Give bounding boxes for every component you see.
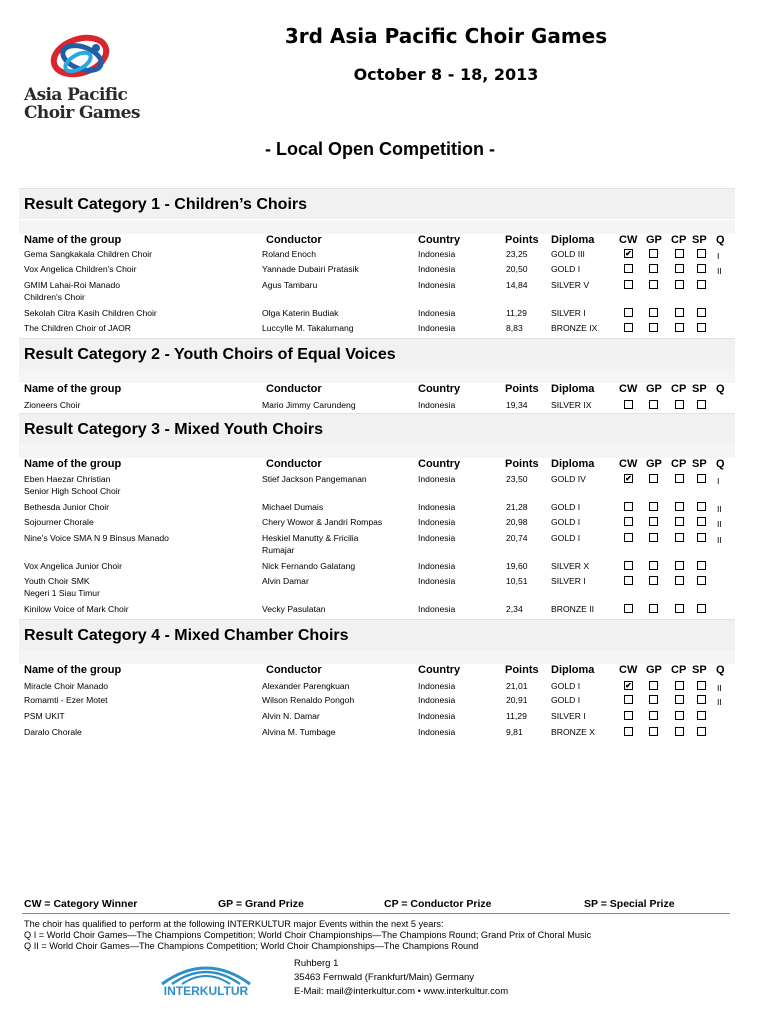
column-header-conductor: Conductor: [266, 383, 322, 395]
column-header-cw: CW: [619, 234, 638, 246]
checkbox-cp: [675, 533, 684, 542]
qualification-q1: Q I = World Choir Games—The Champions Competition; World Choir Championships—The Champions Round; Grand Prix of Choral Music: [24, 930, 592, 940]
points: 11,29: [506, 308, 527, 318]
checkbox-cp: [675, 695, 684, 704]
checkbox-sp: [697, 474, 706, 483]
country: Indonesia: [418, 502, 456, 512]
conductor-name: Luccylle M. Takalumang: [262, 323, 354, 333]
address-line3: E-Mail: mail@interkultur.com • www.interkultur.com: [294, 986, 509, 997]
checkbox-gp: [649, 280, 658, 289]
choir-name-line2: Negeri 1 Siau Timur: [24, 588, 100, 598]
conductor-name: Stief Jackson Pangemanan: [262, 474, 367, 484]
column-header-country: Country: [418, 458, 461, 470]
conductor-name: Alexander Parengkuan: [262, 681, 350, 691]
points: 21,28: [506, 502, 528, 512]
address-line1: Ruhberg 1: [294, 958, 339, 969]
conductor-name-line2: Rumajar: [262, 545, 295, 555]
diploma: BRONZE II: [551, 604, 594, 614]
checkbox-gp: [649, 400, 658, 409]
column-header-name: Name of the group: [24, 664, 122, 676]
choir-name: Miracle Choir Manado: [24, 681, 109, 691]
category-header: [19, 619, 735, 650]
checkbox-sp: [697, 695, 706, 704]
diploma: GOLD I: [551, 533, 581, 543]
points: 11,29: [506, 711, 527, 721]
country: Indonesia: [418, 576, 456, 586]
conductor-name: Agus Tambaru: [262, 280, 318, 290]
diploma: GOLD I: [551, 695, 581, 705]
points: 23,50: [506, 474, 528, 484]
checkbox-cp: [675, 711, 684, 720]
event-dates: October 8 - 18, 2013: [353, 65, 539, 84]
checkbox-cp: [675, 264, 684, 273]
checkbox-sp: [697, 576, 706, 585]
column-header-diploma: Diploma: [551, 383, 595, 395]
conductor-name: Alvin N. Damar: [262, 711, 320, 721]
column-header-row: [0, 458, 768, 472]
qualification-mark: II: [717, 683, 722, 693]
conductor-name: Alvina M. Tumbage: [262, 727, 336, 737]
conductor-name: Chery Wowor & Jandri Rompas: [262, 517, 383, 527]
diploma: SILVER IX: [551, 400, 592, 410]
checkbox-cp: [675, 576, 684, 585]
choir-name: Sojourner Chorale: [24, 517, 94, 527]
checkbox-cp: [675, 517, 684, 526]
column-header-q: Q: [716, 664, 725, 676]
qualification-mark: I: [717, 476, 720, 486]
country: Indonesia: [418, 681, 456, 691]
points: 23,25: [506, 249, 528, 259]
conductor-name: Mario Jimmy Carundeng: [262, 400, 356, 410]
column-header-name: Name of the group: [24, 458, 122, 470]
checkbox-sp: [697, 249, 706, 258]
checkbox-gp: [649, 517, 658, 526]
category-band: [19, 650, 735, 664]
legend-cw: CW = Category Winner: [24, 898, 138, 910]
column-header-sp: SP: [692, 664, 707, 676]
checkbox-cw: [624, 264, 633, 273]
diploma: GOLD I: [551, 502, 581, 512]
diploma: SILVER V: [551, 280, 590, 290]
checkbox-cw: [624, 533, 633, 542]
points: 8,83: [506, 323, 523, 333]
diploma: SILVER I: [551, 308, 586, 318]
checkbox-cw: [624, 561, 633, 570]
column-header-diploma: Diploma: [551, 234, 595, 246]
checkbox-gp: [649, 695, 658, 704]
country: Indonesia: [418, 533, 456, 543]
checkbox-gp: [649, 681, 658, 690]
checkbox-gp: [649, 264, 658, 273]
checkbox-gp: [649, 323, 658, 332]
diploma: BRONZE IX: [551, 323, 598, 333]
choir-name: Vox Angelica Junior Choir: [24, 561, 122, 571]
qualification-mark: II: [717, 519, 722, 529]
column-header-points: Points: [505, 664, 539, 676]
column-header-sp: SP: [692, 458, 707, 470]
column-header-q: Q: [716, 234, 725, 246]
choir-name: Vox Angelica Children's Choir: [24, 264, 137, 274]
checkbox-gp: [649, 711, 658, 720]
checkbox-cp: [675, 308, 684, 317]
checkbox-cw: [624, 711, 633, 720]
column-header-name: Name of the group: [24, 234, 122, 246]
choir-name-line2: Children's Choir: [24, 292, 85, 302]
points: 10,51: [506, 576, 528, 586]
column-header-country: Country: [418, 234, 461, 246]
column-header-country: Country: [418, 383, 461, 395]
country: Indonesia: [418, 727, 456, 737]
diploma: BRONZE X: [551, 727, 595, 737]
checkbox-sp: [697, 517, 706, 526]
conductor-name: Nick Fernando Galatang: [262, 561, 356, 571]
checkbox-sp: [697, 727, 706, 736]
points: 20,74: [506, 533, 528, 543]
column-header-gp: GP: [646, 383, 662, 395]
points: 20,98: [506, 517, 528, 527]
column-header-row: [0, 383, 768, 397]
checkbox-sp: [697, 400, 706, 409]
choir-name: Gema Sangkakala Children Choir: [24, 249, 153, 259]
page-title: 3rd Asia Pacific Choir Games: [284, 24, 608, 48]
qualification-mark: II: [717, 504, 722, 514]
checkbox-cp: [675, 604, 684, 613]
diploma: GOLD I: [551, 264, 581, 274]
conductor-name: Wilson Renaldo Pongoh: [262, 695, 355, 705]
checkbox-cw: [624, 727, 633, 736]
checkbox-sp: [697, 502, 706, 511]
checkbox-sp: [697, 681, 706, 690]
column-header-cw: CW: [619, 383, 638, 395]
column-header-gp: GP: [646, 234, 662, 246]
legend-gp: GP = Grand Prize: [218, 898, 304, 910]
checkbox-gp: [649, 308, 658, 317]
checkbox-sp: [697, 561, 706, 570]
column-header-cw: CW: [619, 664, 638, 676]
interkultur-logo: [150, 958, 262, 998]
category-header: [19, 188, 735, 219]
country: Indonesia: [418, 280, 456, 290]
country: Indonesia: [418, 323, 456, 333]
checkbox-cp: [675, 727, 684, 736]
points: 9,81: [506, 727, 523, 737]
checkbox-sp: [697, 264, 706, 273]
checkbox-sp: [697, 280, 706, 289]
points: 2,34: [506, 604, 523, 614]
checkbox-cp: [675, 400, 684, 409]
checkbox-cw: [624, 517, 633, 526]
points: 21,01: [506, 681, 528, 691]
column-header-conductor: Conductor: [266, 664, 322, 676]
diploma: SILVER I: [551, 576, 586, 586]
column-header-cp: CP: [671, 383, 687, 395]
choir-name: GMIM Lahai-Roi Manado: [24, 280, 121, 290]
column-header-sp: SP: [692, 234, 707, 246]
column-header-q: Q: [716, 383, 725, 395]
country: Indonesia: [418, 695, 456, 705]
checkbox-gp: [649, 474, 658, 483]
checkbox-cp: [675, 561, 684, 570]
checkbox-cw: [624, 604, 633, 613]
category-band: [19, 444, 735, 458]
checkbox-cp: [675, 474, 684, 483]
checkbox-cw: ✔: [625, 249, 632, 258]
conductor-name: Yannade Dubairi Pratasik: [262, 264, 359, 274]
country: Indonesia: [418, 517, 456, 527]
column-header-cw: CW: [619, 458, 638, 470]
qualification-q2: Q II = World Choir Games—The Champions Competition; World Choir Championships—The Champions Round: [24, 941, 479, 951]
country: Indonesia: [418, 711, 456, 721]
choir-name: PSM UKIT: [24, 711, 65, 721]
diploma: GOLD I: [551, 517, 581, 527]
interkultur-brand: INTERKULTUR: [163, 984, 249, 998]
choir-name-line2: Senior High School Choir: [24, 486, 121, 496]
choir-name: Daralo Chorale: [24, 727, 82, 737]
column-header-name: Name of the group: [24, 383, 122, 395]
column-header-q: Q: [716, 458, 725, 470]
checkbox-gp: [649, 727, 658, 736]
points: 19,60: [506, 561, 528, 571]
checkbox-sp: [697, 308, 706, 317]
divider: [22, 913, 730, 914]
choir-name: Kinilow Voice of Mark Choir: [24, 604, 129, 614]
country: Indonesia: [418, 264, 456, 274]
category-band: [19, 220, 735, 234]
category-header: [19, 413, 735, 444]
diploma: GOLD III: [551, 249, 585, 259]
checkbox-cw: [624, 280, 633, 289]
diploma: SILVER X: [551, 561, 590, 571]
country: Indonesia: [418, 561, 456, 571]
category-title: Result Category 4 - Mixed Chamber Choirs: [24, 627, 349, 644]
choir-name: Romamti - Ezer Motet: [24, 695, 108, 705]
conductor-name: Vecky Pasulatan: [262, 604, 326, 614]
legend-cp: CP = Conductor Prize: [384, 898, 492, 910]
qualification-mark: II: [717, 697, 722, 707]
conductor-name: Heskiel Manutty & Fricilia: [262, 533, 359, 543]
diploma: SILVER I: [551, 711, 586, 721]
column-header-cp: CP: [671, 664, 687, 676]
checkbox-cw: [624, 323, 633, 332]
category-title: Result Category 2 - Youth Choirs of Equal Voices: [24, 346, 396, 363]
column-header-points: Points: [505, 383, 539, 395]
qualification-note: The choir has qualified to perform at the following INTERKULTUR major Events within the next 5 years:: [24, 919, 444, 929]
choir-name: Sekolah Citra Kasih Children Choir: [24, 308, 157, 318]
checkbox-gp: [649, 502, 658, 511]
checkbox-cp: [675, 249, 684, 258]
address-line2: 35463 Fernwald (Frankfurt/Main) Germany: [294, 972, 475, 983]
country: Indonesia: [418, 308, 456, 318]
qualification-mark: II: [717, 266, 722, 276]
category-title: Result Category 3 - Mixed Youth Choirs: [24, 421, 324, 438]
checkbox-cw: ✔: [625, 474, 632, 483]
checkbox-cp: [675, 280, 684, 289]
points: 14,84: [506, 280, 528, 290]
checkbox-gp: [649, 533, 658, 542]
column-header-country: Country: [418, 664, 461, 676]
checkbox-gp: [649, 604, 658, 613]
checkbox-cw: [624, 576, 633, 585]
column-header-diploma: Diploma: [551, 458, 595, 470]
logo-text-line2: Choir Games: [24, 103, 140, 123]
checkbox-sp: [697, 533, 706, 542]
checkbox-sp: [697, 604, 706, 613]
conductor-name: Alvin Damar: [262, 576, 309, 586]
choir-name: Bethesda Junior Choir: [24, 502, 110, 512]
country: Indonesia: [418, 474, 456, 484]
checkbox-cp: [675, 681, 684, 690]
category-title: Result Category 1 - Children’s Choirs: [24, 196, 308, 213]
qualification-mark: I: [717, 251, 720, 261]
column-header-diploma: Diploma: [551, 664, 595, 676]
column-header-cp: CP: [671, 234, 687, 246]
checkbox-cw: [624, 502, 633, 511]
category-header: [19, 338, 735, 369]
logo-text-line1: Asia Pacific: [24, 85, 128, 105]
column-header-gp: GP: [646, 664, 662, 676]
checkbox-sp: [697, 711, 706, 720]
column-header-points: Points: [505, 234, 539, 246]
checkbox-cp: [675, 502, 684, 511]
column-header-cp: CP: [671, 458, 687, 470]
choir-name: Eben Haezar Christian: [24, 474, 111, 484]
column-header-row: [0, 234, 768, 248]
column-header-conductor: Conductor: [266, 458, 322, 470]
column-header-sp: SP: [692, 383, 707, 395]
checkbox-cw: [624, 695, 633, 704]
diploma: GOLD IV: [551, 474, 586, 484]
conductor-name: Michael Dumais: [262, 502, 324, 512]
choir-name: The Children Choir of JAOR: [24, 323, 131, 333]
choir-name: Youth Choir SMK: [24, 576, 90, 586]
column-header-points: Points: [505, 458, 539, 470]
conductor-name: Roland Enoch: [262, 249, 316, 259]
country: Indonesia: [418, 604, 456, 614]
column-header-row: [0, 664, 768, 678]
points: 20,50: [506, 264, 528, 274]
legend-sp: SP = Special Prize: [584, 898, 675, 910]
choir-name: Zioneers Choir: [24, 400, 81, 410]
choir-name: Nine's Voice SMA N 9 Binsus Manado: [24, 533, 169, 543]
column-header-gp: GP: [646, 458, 662, 470]
checkbox-gp: [649, 561, 658, 570]
competition-subtitle: - Local Open Competition -: [265, 139, 495, 159]
checkbox-cw: [624, 400, 633, 409]
qualification-mark: II: [717, 535, 722, 545]
checkbox-gp: [649, 249, 658, 258]
country: Indonesia: [418, 249, 456, 259]
points: 19,34: [506, 400, 528, 410]
country: Indonesia: [418, 400, 456, 410]
diploma: GOLD I: [551, 681, 581, 691]
checkbox-sp: [697, 323, 706, 332]
checkbox-gp: [649, 576, 658, 585]
checkbox-cp: [675, 323, 684, 332]
logo-text: [24, 86, 140, 122]
column-header-conductor: Conductor: [266, 234, 322, 246]
category-band: [19, 369, 735, 383]
checkbox-cw: ✔: [625, 681, 632, 690]
points: 20,91: [506, 695, 528, 705]
conductor-name: Olga Katerin Budiak: [262, 308, 339, 318]
checkbox-cw: [624, 308, 633, 317]
